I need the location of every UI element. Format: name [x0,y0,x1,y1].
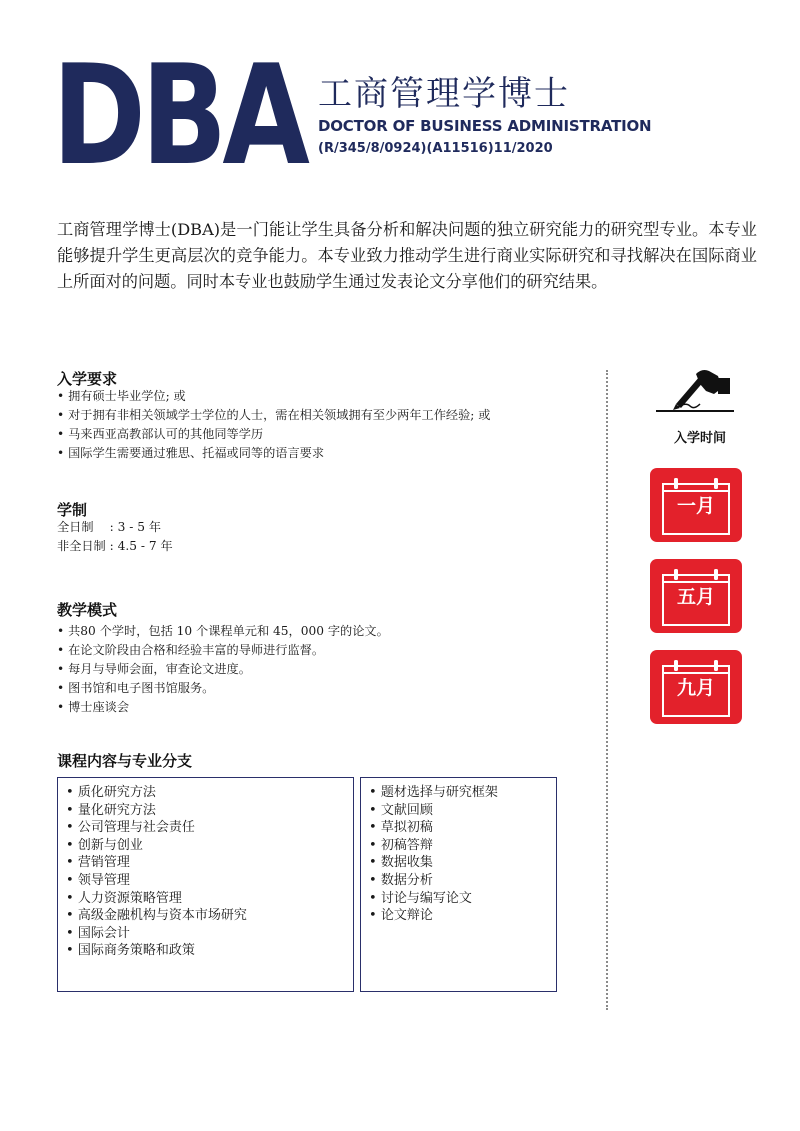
month-label: 九月 [676,677,715,699]
list-item: • 公司管理与社会责任 [66,819,353,837]
list-item: • 论文辩论 [369,907,556,925]
dba-logo: DBA [52,35,306,196]
teaching-list [57,622,389,717]
list-item: • 创新与创业 [66,837,353,855]
list-item: • 文献回顾 [369,802,556,820]
curriculum-core-box [57,777,354,992]
teaching-title: 教学模式 [57,601,118,619]
list-item: • 题材选择与研究框架 [369,784,556,802]
list-item: • 共80 个学时，包括 10 个课程单元和 45，000 字的论文。 [57,622,389,641]
intake-card-september [650,650,742,724]
duration-list [57,518,173,556]
list-item: • 初稿答辩 [369,837,556,855]
entry-list [57,387,490,463]
list-item: • 图书馆和电子图书馆服务。 [57,679,389,698]
list-item: • 拥有硕士毕业学位; 或 [57,387,490,406]
list-item: • 领导管理 [66,872,353,890]
list-item: • 马来西亚高教部认可的其他同等学历 [57,425,490,444]
list-item: • 对于拥有非相关领域学士学位的人士，需在相关领域拥有至少两年工作经验; 或 [57,406,490,425]
list-item: • 国际学生需要通过雅思、托福或同等的语言要求 [57,444,490,463]
list-item: • 每月与导师会面，审查论文进度。 [57,660,389,679]
page-title: 工商管理学博士 [318,74,570,114]
list-item: • 量化研究方法 [66,802,353,820]
list-item: • 数据分析 [369,872,556,890]
list-item: • 国际商务策略和政策 [66,942,353,960]
list-item: • 在论文阶段由合格和经验丰富的导师进行监督。 [57,641,389,660]
intro-paragraph: 工商管理学博士(DBA)是一门能让学生具备分析和解决问题的独立研究能力的研究型专业。本专业能够提升学生更高层次的竞争能力。本专业致力推动学生进行商业实际研究和寻找解决在国际商业上所面对的问题。同时本专业也鼓励学生通过发表论文分享他们的研究结果。 [57,220,757,291]
list-item: • 讨论与编写论文 [369,890,556,908]
core-course-list [58,778,353,960]
list-item: • 营销管理 [66,854,353,872]
program-code: (R/345/8/0924)(A11516)11/2020 [318,141,553,156]
list-item: • 数据收集 [369,854,556,872]
column-divider [606,370,608,1010]
curriculum-title: 课程内容与专业分支 [57,752,193,770]
page-subtitle: DOCTOR OF BUSINESS ADMINISTRATION [318,117,652,135]
list-item: • 质化研究方法 [66,784,353,802]
month-label: 五月 [676,586,715,608]
entry-title: 入学要求 [57,370,118,388]
list-item: • 草拟初稿 [369,819,556,837]
list-item: • 国际会计 [66,925,353,943]
month-label: 一月 [676,495,715,517]
intake-label: 入学时间 [673,431,726,446]
list-item: 全日制 : 3 - 5 年 [57,520,162,534]
writing-hand-icon [656,364,736,414]
intake-card-may [650,559,742,633]
list-item: • 人力资源策略管理 [66,890,353,908]
research-stage-list [361,778,556,925]
list-item: • 高级金融机构与资本市场研究 [66,907,353,925]
list-item: • 博士座谈会 [57,698,389,717]
curriculum-research-box [360,777,557,992]
list-item: 非全日制 : 4.5 - 7 年 [57,539,173,553]
intake-card-january [650,468,742,542]
duration-title: 学制 [57,501,88,519]
